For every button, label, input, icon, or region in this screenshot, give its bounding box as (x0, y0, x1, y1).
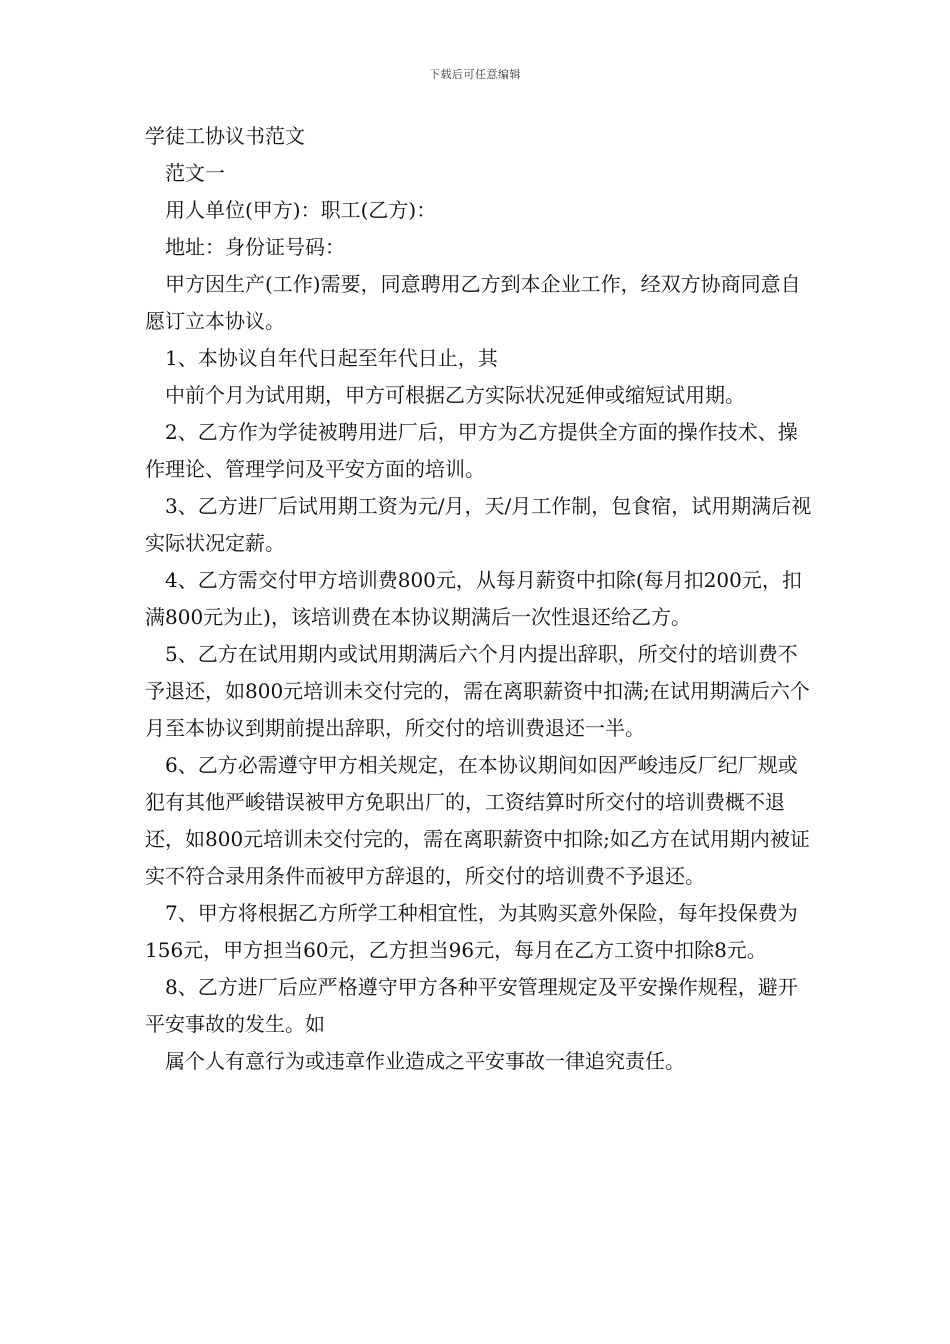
paragraph-parties: 用人单位(甲方)：职工(乙方)： (165, 198, 437, 222)
document-body (145, 118, 815, 1080)
paragraph-clause-8: 8、乙方进厂后应严格遵守甲方各种平安管理规定及平安操作规程，避开平安事故的发生。如 (145, 975, 798, 1036)
paragraph-clause-8-continued: 属个人有意行为或违章作业造成之平安事故一律追究责任。 (165, 1049, 685, 1073)
paragraph-clause-7: 7、甲方将根据乙方所学工种相宜性，为其购买意外保险，每年投保费为156元，甲方担当60元，乙方担当96元，每月在乙方工资中扣除8元。 (145, 901, 798, 962)
paragraph-clause-6: 6、乙方必需遵守甲方相关规定，在本协议期间如因严峻违反厂纪厂规或犯有其他严峻错误被甲方免职出厂的，工资结算时所交付的培训费概不退还，如800元培训未交付完的，需在离职薪资中扣除;如乙方在试用期内被证实不符合录用条件而被甲方辞退的，所交付的培训费不予退还。 (145, 753, 810, 888)
paragraph-address: 地址：身份证号码： (165, 235, 345, 259)
paragraph-sample-label: 范文一 (165, 161, 225, 185)
page-header-note: 下载后可任意编辑 (429, 68, 521, 81)
paragraph-preamble: 甲方因生产(工作)需要，同意聘用乙方到本企业工作，经双方协商同意自愿订立本协议。 (145, 272, 801, 333)
paragraph-clause-2: 2、乙方作为学徒被聘用进厂后，甲方为乙方提供全方面的操作技术、操作理论、管理学问及平安方面的培训。 (145, 420, 798, 481)
paragraph-clause-4: 4、乙方需交付甲方培训费800元，从每月薪资中扣除(每月扣200元，扣满800元为止)，该培训费在本协议期满后一次性退还给乙方。 (145, 568, 802, 629)
paragraph-clause-5: 5、乙方在试用期内或试用期满后六个月内提出辞职，所交付的培训费不予退还，如800元培训未交付完的，需在离职薪资中扣满;在试用期满后六个月至本协议到期前提出辞职，所交付的培训费退还一半。 (145, 642, 810, 740)
paragraph-clause-1: 1、本协议自年代日起至年代日止，其 (165, 346, 498, 370)
paragraph-clause-1-continued: 中前个月为试用期，甲方可根据乙方实际状况延伸或缩短试用期。 (165, 383, 745, 407)
paragraph-clause-3: 3、乙方进厂后试用期工资为元/月，天/月工作制，包食宿，试用期满后视实际状况定薪。 (145, 494, 812, 555)
document-title: 学徒工协议书范文 (145, 124, 305, 148)
